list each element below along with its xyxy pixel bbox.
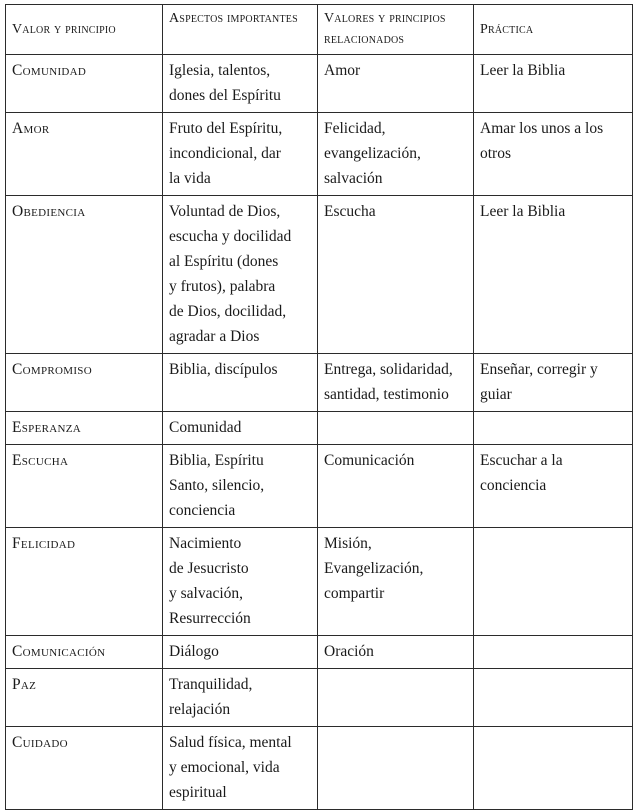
cell-valor: Amor (6, 113, 163, 196)
table-row (6, 727, 633, 810)
table-row (6, 354, 633, 412)
cell-aspectos: Tranquilidad, relajación (163, 669, 318, 727)
cell-valor: Esperanza (6, 412, 163, 445)
cell-valor: Escucha (6, 445, 163, 528)
cell-relacionados: Escucha (318, 196, 474, 354)
cell-valor: Cuidado (6, 727, 163, 810)
cell-relacionados: Entrega, solidaridad, santidad, testimonio (318, 354, 474, 412)
cell-aspectos: Nacimiento de Jesucristo y salvación, Resurrección (163, 528, 318, 636)
cell-practica: Enseñar, corregir y guiar (474, 354, 633, 412)
cell-aspectos: Salud física, mental y emocional, vida espiritual (163, 727, 318, 810)
cell-practica: Leer la Biblia (474, 196, 633, 354)
table-row (6, 113, 633, 196)
header-relacionados: Valores y principios relacionados (318, 5, 474, 55)
cell-valor: Comunicación (6, 636, 163, 669)
table-body (6, 55, 633, 810)
cell-relacionados: Amor (318, 55, 474, 113)
cell-relacionados: Misión, Evangelización, compartir (318, 528, 474, 636)
cell-valor: Compromiso (6, 354, 163, 412)
cell-relacionados (318, 669, 474, 727)
cell-practica (474, 636, 633, 669)
table-row (6, 55, 633, 113)
cell-relacionados: Comunicación (318, 445, 474, 528)
cell-aspectos: Biblia, discípulos (163, 354, 318, 412)
cell-valor: Felicidad (6, 528, 163, 636)
cell-practica: Escuchar a la conciencia (474, 445, 633, 528)
cell-valor: Comunidad (6, 55, 163, 113)
cell-practica (474, 528, 633, 636)
cell-aspectos: Voluntad de Dios, escucha y docilidad al Espíritu (dones y frutos), palabra de Dios, docilidad, agradar a Dios (163, 196, 318, 354)
cell-relacionados (318, 727, 474, 810)
cell-valor: Obediencia (6, 196, 163, 354)
table-row (6, 196, 633, 354)
cell-relacionados: Oración (318, 636, 474, 669)
cell-aspectos: Iglesia, talentos, dones del Espíritu (163, 55, 318, 113)
values-table (5, 4, 633, 810)
table-row (6, 412, 633, 445)
header-valor: Valor y principio (6, 5, 163, 55)
table-row (6, 636, 633, 669)
cell-practica (474, 727, 633, 810)
header-aspectos: Aspectos importantes (163, 5, 318, 55)
cell-relacionados (318, 412, 474, 445)
cell-relacionados: Felicidad, evangelización, salvación (318, 113, 474, 196)
cell-aspectos: Diálogo (163, 636, 318, 669)
cell-valor: Paz (6, 669, 163, 727)
table-row (6, 669, 633, 727)
header-practica: Práctica (474, 5, 633, 55)
cell-practica (474, 412, 633, 445)
table-row (6, 445, 633, 528)
cell-practica: Amar los unos a los otros (474, 113, 633, 196)
cell-aspectos: Comunidad (163, 412, 318, 445)
cell-aspectos: Fruto del Espíritu, incondicional, dar la vida (163, 113, 318, 196)
header-row (6, 5, 633, 55)
cell-practica (474, 669, 633, 727)
cell-practica: Leer la Biblia (474, 55, 633, 113)
table-row (6, 528, 633, 636)
cell-aspectos: Biblia, Espíritu Santo, silencio, conciencia (163, 445, 318, 528)
